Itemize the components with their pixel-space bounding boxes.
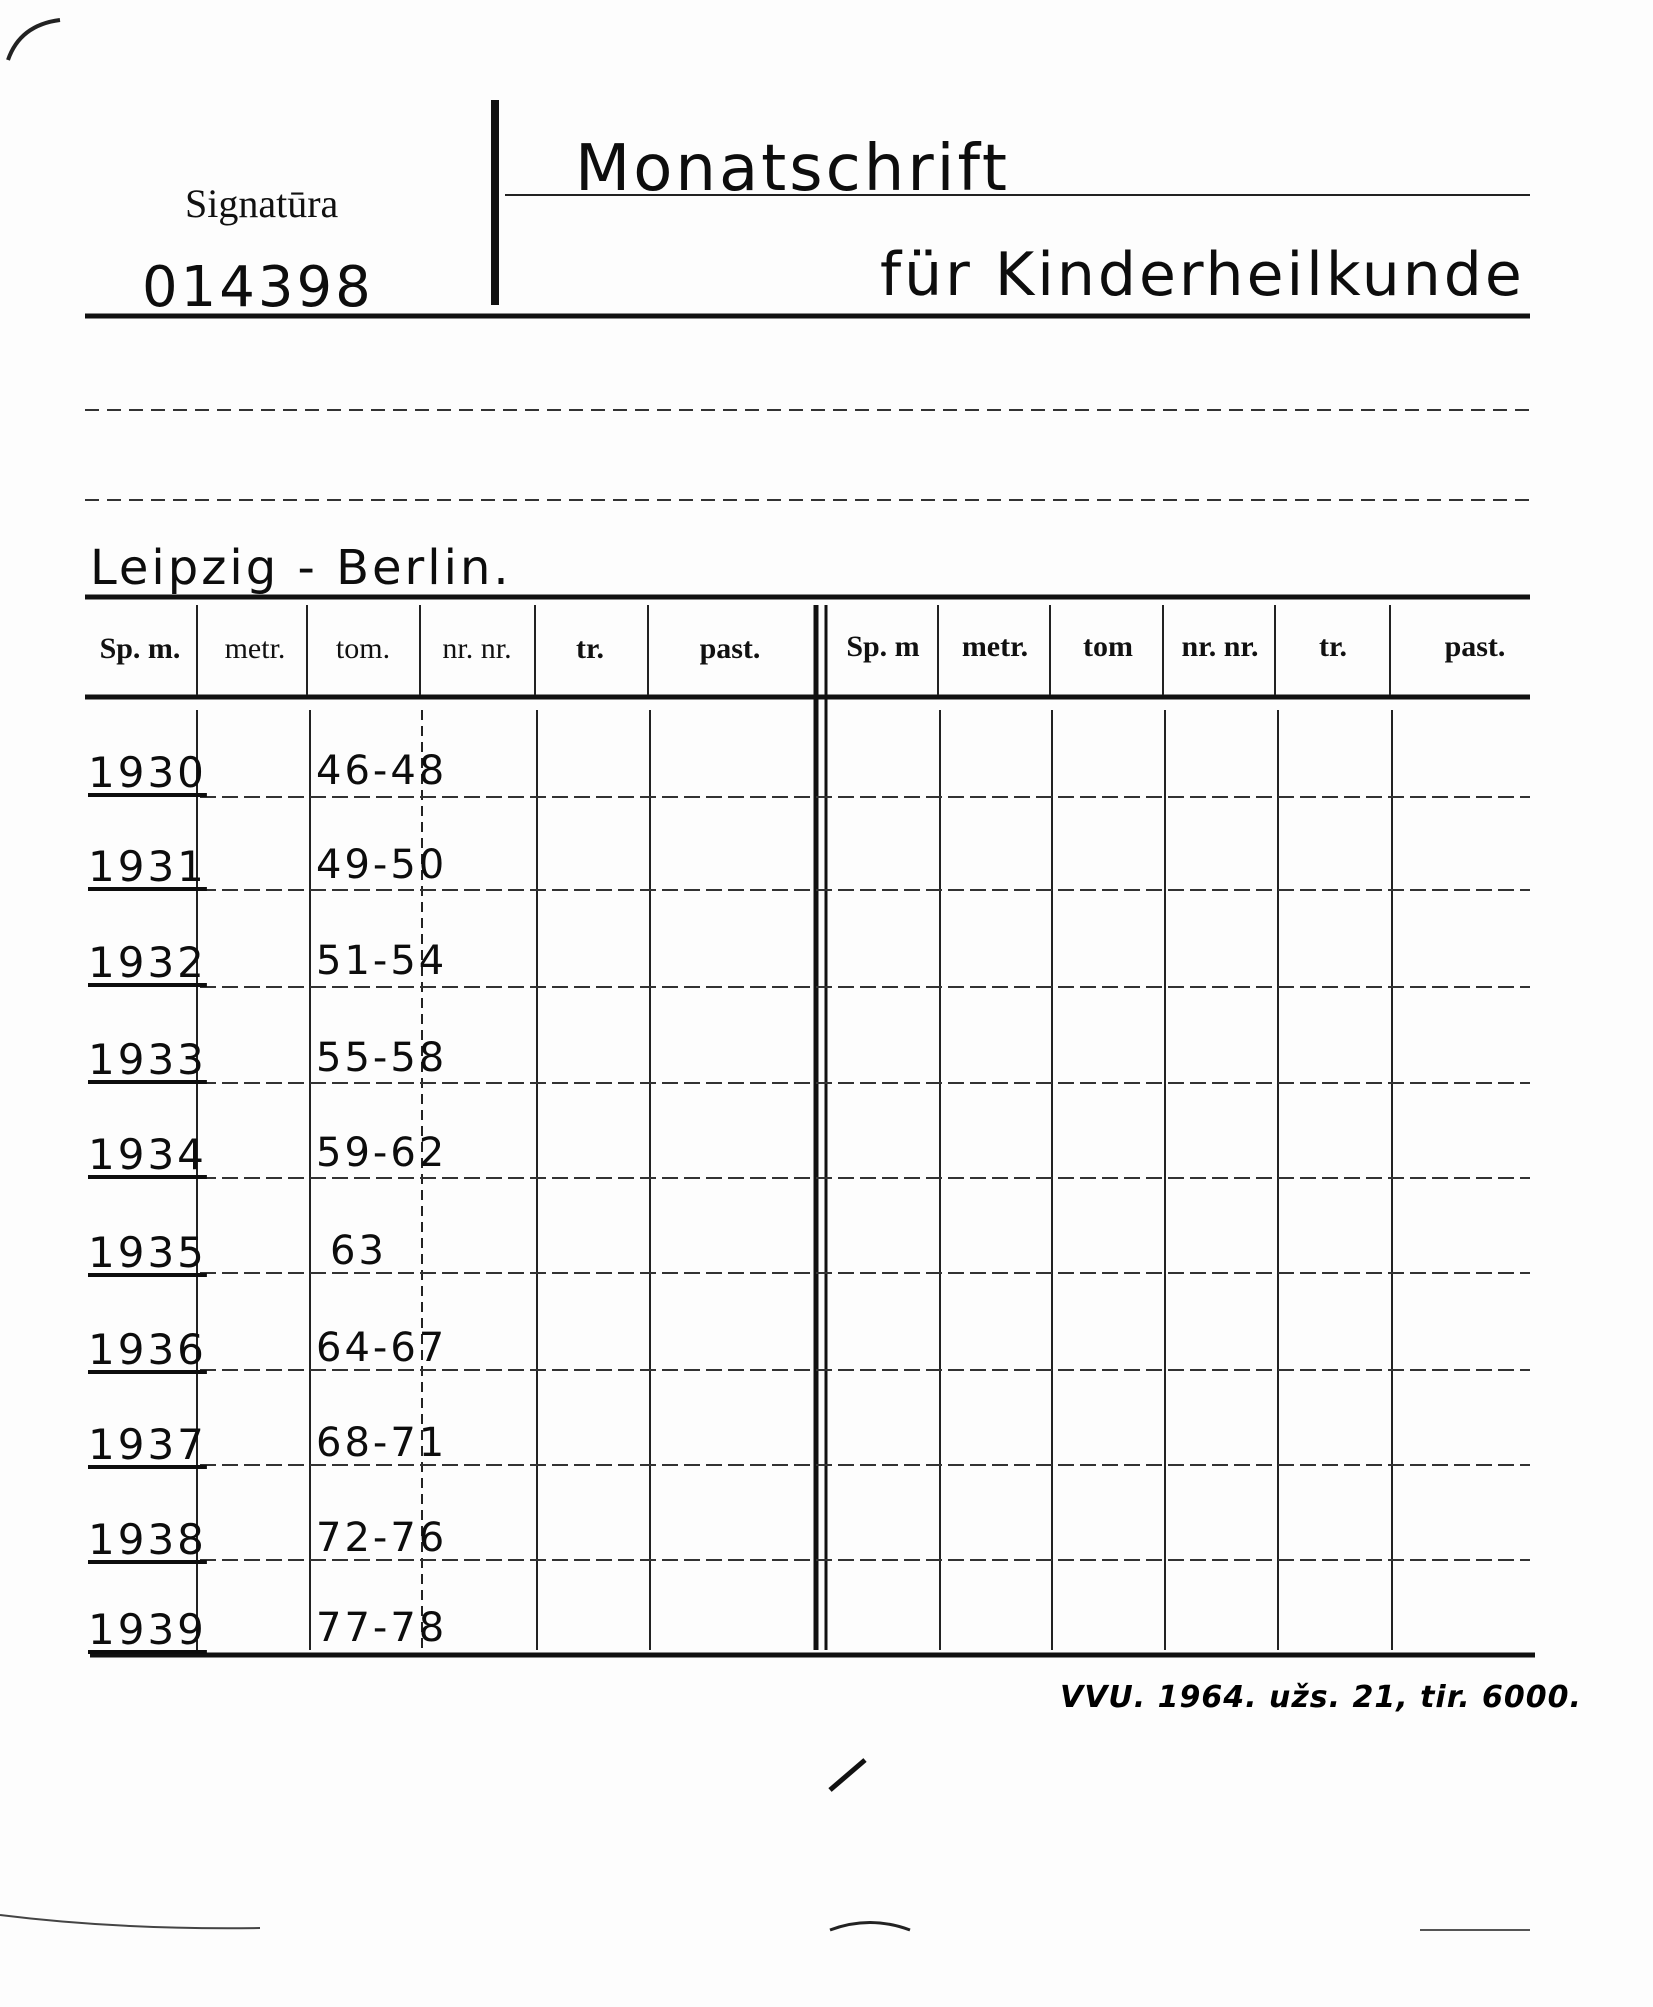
signature-number: 014398: [142, 255, 374, 320]
row-volumes: 72-76: [316, 1515, 448, 1561]
header-tom-right: tom: [1083, 630, 1133, 663]
header-metr-right: metr.: [961, 630, 1029, 663]
row-year: 1935: [88, 1228, 207, 1277]
row-volumes: 68-71: [316, 1420, 448, 1466]
header-tr-left: tr.: [575, 632, 605, 665]
journal-title-line1: Monatschrift: [575, 132, 1010, 206]
place-of-publication: Leipzig - Berlin.: [90, 540, 512, 596]
row-volumes: 49-50: [316, 842, 448, 888]
row-volumes: 51-54: [316, 938, 448, 984]
row-year: 1934: [88, 1130, 207, 1179]
row-volumes: 63: [330, 1228, 387, 1274]
row-year: 1937: [88, 1420, 207, 1469]
header-sp-m-left: Sp. m.: [99, 632, 181, 665]
row-year: 1932: [88, 938, 207, 987]
header-tom-left: tom.: [335, 632, 391, 665]
row-volumes: 46-48: [316, 748, 448, 794]
journal-title-line2: für Kinderheilkunde: [880, 240, 1525, 310]
row-volumes: 55-58: [316, 1035, 448, 1081]
header-past-left: past.: [699, 632, 761, 665]
header-nr-right: nr. nr.: [1181, 630, 1259, 663]
header-past-right: past.: [1444, 630, 1506, 663]
row-volumes: 64-67: [316, 1325, 448, 1371]
header-sp-m-right: Sp. m: [846, 630, 920, 663]
signature-label: Signatūra: [185, 181, 339, 226]
row-year: 1930: [88, 748, 207, 797]
header-metr-left: metr.: [224, 632, 286, 665]
row-volumes: 59-62: [316, 1130, 448, 1176]
row-year: 1939: [88, 1605, 207, 1654]
header-tr-right: tr.: [1318, 630, 1348, 663]
row-year: 1936: [88, 1325, 207, 1374]
row-volumes: 77-78: [316, 1605, 448, 1651]
row-year: 1933: [88, 1035, 207, 1084]
row-year: 1931: [88, 842, 207, 891]
row-year: 1938: [88, 1515, 207, 1564]
print-run-note: VVU. 1964. užs. 21, tir. 6000.: [1060, 1680, 1582, 1715]
header-nr-left: nr. nr.: [442, 632, 512, 665]
